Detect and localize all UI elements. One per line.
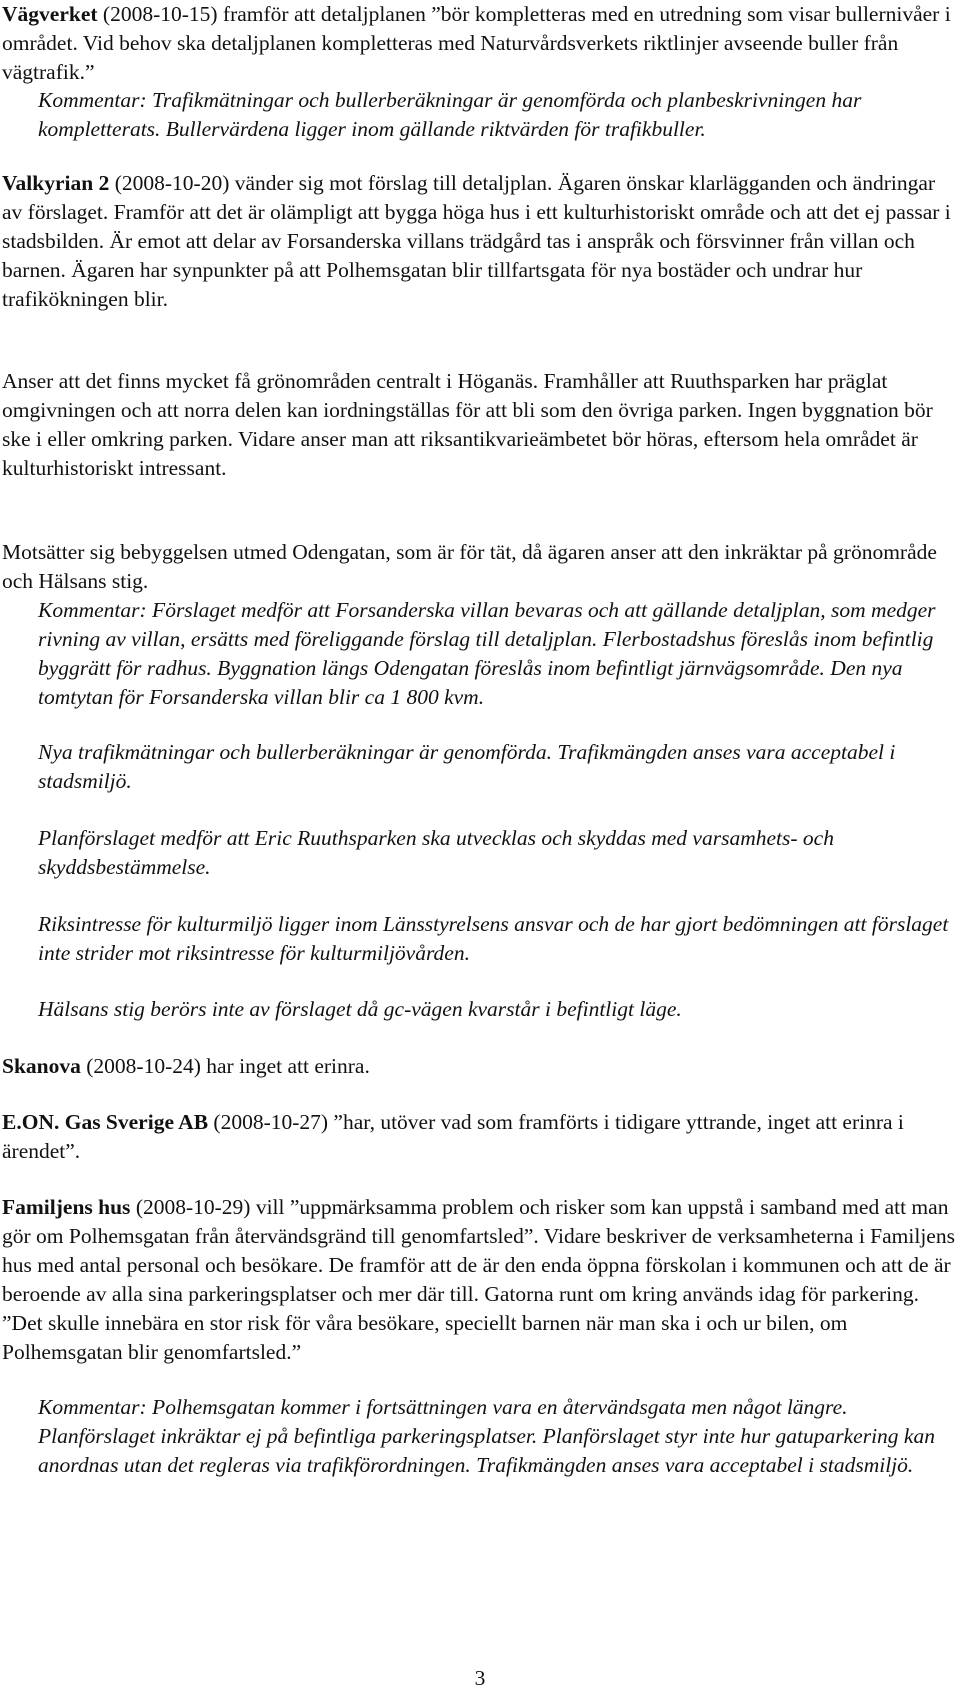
page-number: 3 xyxy=(474,1666,486,1690)
org-name: Skanova xyxy=(2,1054,81,1078)
comment-valkyrian-halsans-stig: Hälsans stig berörs inte av förslaget då gc-vägen kvarstår i befintligt läge. xyxy=(38,997,682,1021)
paragraph-valkyrian-greenspace: Anser att det finns mycket få grönområden centralt i Höganäs. Framhåller att Ruuthsparken har präglat omgivningen och att norra delen kan iordningställas för att bli som den övriga parken. Ingen byggnation bör ske i eller omkring parken. Vidare anser man att riksantikvarieämbetet bör höras, eftersom hela området är kulturhistoriskt intressant. xyxy=(2,369,933,480)
comment-valkyrian: Kommentar: Förslaget medför att Forsanderska villan bevaras och att gällande detaljplan, som medger rivning av villan, ersätts med föreliggande förslag till detaljplan. Flerbostadshus föreslås inom befintlig byggrätt för radhus. Byggnation längs Odengatan föreslås inom befintligt järnvägsområde. Den nya tomtytan för Forsanderska villan blir ca 1 800 kvm. xyxy=(38,598,936,709)
org-name: Familjens hus xyxy=(2,1195,131,1219)
paragraph-vagverket: Vägverket (2008-10-15) framför att detaljplanen ”bör kompletteras med en utredning som visar bullernivåer i området. Vid behov ska detaljplanen kompletteras med Naturvårdsverkets riktlinjer avseende buller från vägtrafik.” xyxy=(2,2,951,84)
comment-vagverket: Kommentar: Trafikmätningar och bullerberäkningar är genomförda och planbeskrivningen har kompletterats. Bullervärdena ligger inom gällande riktvärden för trafikbuller. xyxy=(38,88,862,141)
comment-familjens-hus: Kommentar: Polhemsgatan kommer i fortsättningen vara en återvändsgata men något längre. Planförslaget inkräktar ej på befintliga parkeringsplatser. Planförslaget styr inte hur gatuparkering kan anordnas utan det regleras via trafikförordningen. Trafikmängden anses vara acceptabel i stadsmiljö. xyxy=(38,1395,935,1477)
paragraph-skanova: Skanova (2008-10-24) har inget att erinra. xyxy=(2,1054,370,1078)
comment-valkyrian-traffic: Nya trafikmätningar och bullerberäkningar är genomförda. Trafikmängden anses vara acceptabel i stadsmiljö. xyxy=(38,740,896,793)
paragraph-familjens-hus: Familjens hus (2008-10-29) vill ”uppmärksamma problem och risker som kan uppstå i samband med att man gör om Polhemsgatan från återvändsgränd till genomfartsled”. Vidare beskriver de verksamheterna i Familjens hus med antal personal och besökare. De framför att de är den enda öppna förskolan i kommunen och att de är beroende av alla sina parkeringsplatser och mer där till. Gatorna runt om kring används idag för parkering. ”Det skulle innebära en stor risk för våra besökare, speciellt barnen när man ska i och ur bilen, om Polhemsgatan blir genomfartsled.” xyxy=(2,1195,955,1364)
org-name: Vägverket xyxy=(2,2,98,26)
paragraph-valkyrian-odengatan: Motsätter sig bebyggelsen utmed Odengatan, som är för tät, då ägaren anser att den inkräktar på grönområde och Hälsans stig. xyxy=(2,540,937,593)
org-name: E.ON. Gas Sverige AB xyxy=(2,1110,209,1134)
paragraph-valkyrian: Valkyrian 2 (2008-10-20) vänder sig mot förslag till detaljplan. Ägaren önskar klarlägganden och ändringar av förslaget. Framför att det är olämpligt att bygga höga hus i ett kulturhistoriskt område och att det ej passar i stadsbilden. Är emot att delar av Forsanderska villans trädgård tas i anspråk och försvinner från villan och barnen. Ägaren har synpunkter på att Polhemsgatan blir tillfartsgata för nya bostäder och undrar hur trafikökningen blir. xyxy=(2,171,951,311)
org-name: Valkyrian 2 xyxy=(2,171,110,195)
paragraph-eon: E.ON. Gas Sverige AB (2008-10-27) ”har, utöver vad som framförts i tidigare yttrande, inget att erinra i ärendet”. xyxy=(2,1110,904,1163)
comment-valkyrian-park: Planförslaget medför att Eric Ruuthsparken ska utvecklas och skyddas med varsamhets- och skyddsbestämmelse. xyxy=(38,826,834,879)
comment-valkyrian-riksintresse: Riksintresse för kulturmiljö ligger inom Länsstyrelsens ansvar och de har gjort bedömningen att förslaget inte strider mot riksintresse för kulturmiljövården. xyxy=(38,912,949,965)
